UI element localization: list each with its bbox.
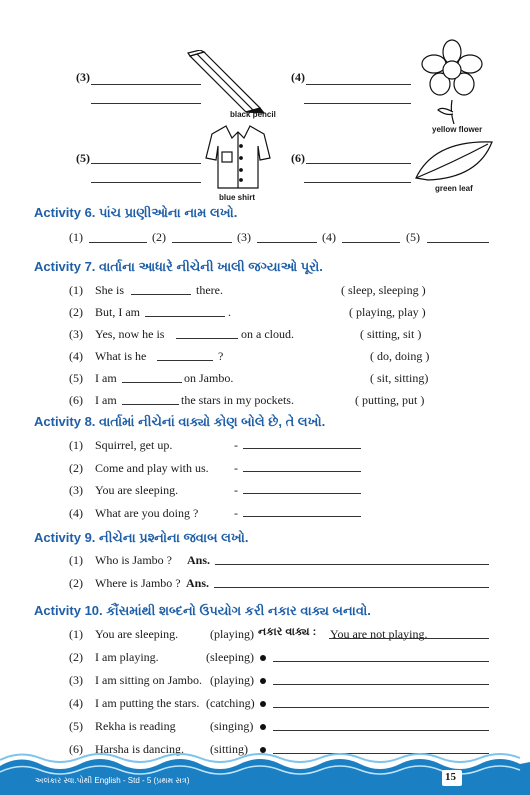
blank-number: (3) [237, 230, 251, 244]
item-number: (2) [69, 576, 83, 590]
item-number: (5) [76, 151, 90, 165]
hint-word: (sleeping) [206, 650, 254, 664]
example-answer: You are not playing. [330, 627, 428, 641]
item-number: (3) [69, 327, 83, 341]
answer-line[interactable] [342, 242, 400, 243]
sentence-end: ? [218, 349, 224, 363]
item-number: (3) [76, 70, 90, 84]
activity-8-heading: Activity 8. વાર્તામાં નીચેનાં વાક્યો કોણ બોલે છે, તે લખો. [34, 414, 326, 429]
answer-line[interactable] [273, 661, 489, 662]
picture-caption: yellow flower [432, 125, 483, 134]
sentence-text: I am putting the stars. [95, 696, 200, 710]
ans-label: Ans. [187, 553, 211, 567]
answer-line[interactable] [89, 242, 147, 243]
answer-line[interactable] [91, 163, 201, 164]
sentence-end: the stars in my pockets. [181, 393, 294, 407]
page-number: 15 [445, 771, 456, 783]
fill-blank[interactable] [122, 382, 182, 383]
sentence-end: on Jambo. [184, 371, 234, 385]
word-options: ( do, doing ) [370, 349, 430, 363]
item-number: (4) [69, 506, 83, 520]
hint-word: (playing) [210, 627, 254, 641]
sentence-text: You are sleeping. [95, 627, 179, 641]
sentence-end: on a cloud. [241, 327, 294, 341]
sentence-end: there. [196, 283, 223, 297]
sentence-start: But, I am [95, 305, 140, 319]
item-number: (4) [291, 70, 305, 84]
word-options: ( sleep, sleeping ) [341, 283, 426, 297]
dash: - [234, 461, 238, 475]
answer-line[interactable] [215, 564, 489, 565]
item-number: (6) [69, 393, 83, 407]
sentence-start: I am [95, 393, 117, 407]
bullet-icon [260, 678, 266, 684]
blank-number: (4) [322, 230, 336, 244]
flower-icon [418, 38, 486, 124]
book-title: અલંકાર સ્વા.પોથી English - Std - 5 (પ્રથમ સત્ર) [35, 776, 190, 785]
item-number: (1) [69, 283, 83, 297]
answer-line[interactable] [257, 242, 317, 243]
answer-line[interactable] [91, 103, 201, 104]
sentence-start: I am [95, 371, 117, 385]
picture-caption: blue shirt [219, 193, 256, 202]
quote-text: Squirrel, get up. [95, 438, 173, 452]
activity-9-heading: Activity 9. નીચેના પ્રશ્નોના જવાબ લખો. [34, 530, 249, 545]
quote-text: Come and play with us. [95, 461, 209, 475]
answer-line[interactable] [427, 242, 489, 243]
answer-line[interactable] [273, 730, 489, 731]
hint-word: (sitting) [210, 742, 248, 756]
item-number: (6) [291, 151, 305, 165]
dash: - [234, 483, 238, 497]
hint-word: (playing) [210, 673, 254, 687]
word-options: ( sitting, sit ) [360, 327, 422, 341]
fill-blank[interactable] [157, 360, 213, 361]
picture-caption: green leaf [435, 184, 473, 193]
picture-caption: black pencil [230, 110, 276, 119]
blank-number: (5) [406, 230, 420, 244]
question-text: Where is Jambo ? [95, 576, 181, 590]
quote-text: What are you doing ? [95, 506, 199, 520]
sentence-start: She is [95, 283, 125, 297]
item-number: (1) [69, 553, 83, 567]
fill-blank[interactable] [131, 294, 191, 295]
answer-line[interactable] [243, 471, 361, 472]
ans-label: Ans. [186, 576, 210, 590]
fill-blank[interactable] [145, 316, 225, 317]
bullet-icon [260, 724, 266, 730]
item-number: (2) [69, 650, 83, 664]
item-number: (1) [69, 627, 83, 641]
sentence-text: Rekha is reading [95, 719, 176, 733]
sentence-text: I am sitting on Jambo. [95, 673, 202, 687]
activity-6-heading: Activity 6. પાંચ પ્રાણીઓના નામ લખો. [34, 205, 238, 220]
item-number: (4) [69, 349, 83, 363]
pencil-icon [186, 50, 266, 114]
answer-line[interactable] [91, 182, 201, 183]
answer-line[interactable] [304, 103, 411, 104]
item-number: (5) [69, 371, 83, 385]
answer-line[interactable] [172, 242, 232, 243]
item-number: (3) [69, 483, 83, 497]
dash: - [234, 438, 238, 452]
fill-blank[interactable] [122, 404, 179, 405]
item-number: (2) [69, 305, 83, 319]
bullet-icon [260, 655, 266, 661]
blank-number: (1) [69, 230, 83, 244]
sentence-text: I am playing. [95, 650, 159, 664]
negative-sentence-label: નકાર વાક્ય : [258, 626, 317, 638]
hint-word: (singing) [210, 719, 254, 733]
activity-10-heading: Activity 10. કૌંસમાંથી શબ્દનો ઉપયોગ કરી નકાર વાક્ય બનાવો. [34, 603, 371, 618]
question-text: Who is Jambo ? [95, 553, 172, 567]
word-options: ( putting, put ) [355, 393, 425, 407]
shirt-icon [204, 122, 272, 192]
answer-line[interactable] [306, 84, 411, 85]
sentence-end: . [228, 305, 231, 319]
answer-line[interactable] [306, 163, 411, 164]
bullet-icon [260, 701, 266, 707]
answer-line[interactable] [91, 84, 201, 85]
item-number: (4) [69, 696, 83, 710]
leaf-icon [414, 138, 494, 186]
answer-line [329, 638, 489, 639]
item-number: (5) [69, 719, 83, 733]
word-options: ( playing, play ) [349, 305, 426, 319]
answer-line[interactable] [243, 493, 361, 494]
answer-line[interactable] [243, 516, 361, 517]
page-number-box [442, 770, 462, 786]
item-number: (6) [69, 742, 83, 756]
quote-text: You are sleeping. [95, 483, 179, 497]
answer-line[interactable] [304, 182, 411, 183]
sentence-start: Yes, now he is [95, 327, 165, 341]
item-number: (1) [69, 438, 83, 452]
blank-number: (2) [152, 230, 166, 244]
dash: - [234, 506, 238, 520]
answer-line[interactable] [214, 587, 489, 588]
answer-line[interactable] [243, 448, 361, 449]
sentence-text: Harsha is dancing. [95, 742, 184, 756]
fill-blank[interactable] [176, 338, 238, 339]
sentence-start: What is he [95, 349, 147, 363]
item-number: (3) [69, 673, 83, 687]
word-options: ( sit, sitting) [370, 371, 429, 385]
answer-line[interactable] [273, 707, 489, 708]
activity-7-heading: Activity 7. વાર્તાના આધારે નીચેની ખાલી જગ્યાઓ પૂરો. [34, 259, 323, 274]
hint-word: (catching) [206, 696, 255, 710]
item-number: (2) [69, 461, 83, 475]
answer-line[interactable] [273, 684, 489, 685]
